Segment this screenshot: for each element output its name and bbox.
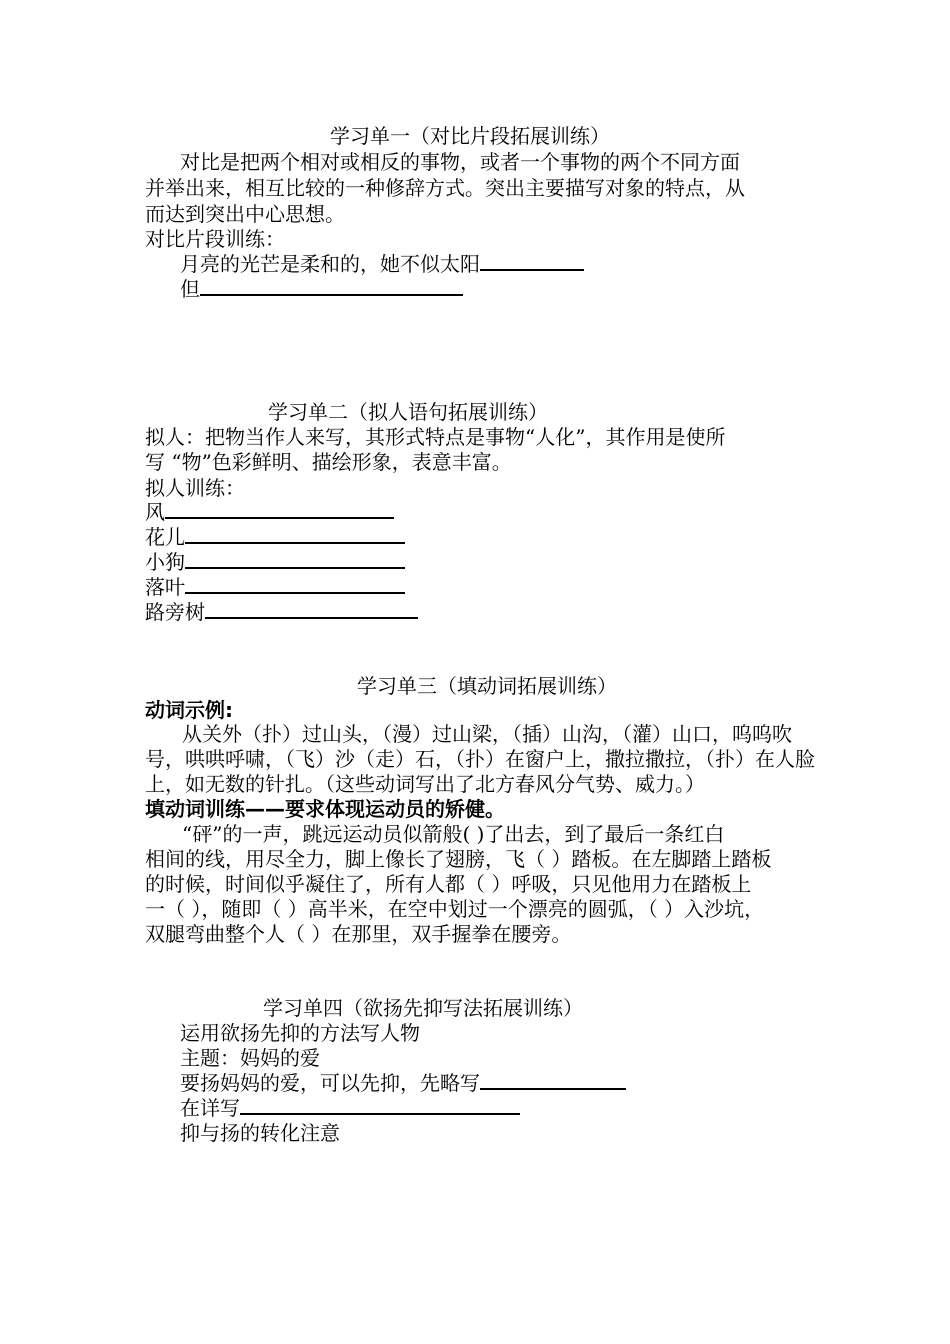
answer-blank[interactable]	[205, 600, 418, 619]
unit3-exercise-label: 填动词训练——要求体现运动员的矫健。	[145, 797, 505, 821]
answer-blank[interactable]	[480, 1071, 626, 1090]
unit3-paragraph-line1: “砰”的一声，跳远运动员似箭般( )了出去，到了最后一条红白	[182, 822, 725, 846]
unit3-title: 学习单三（填动词拓展训练）	[357, 674, 617, 698]
unit1-exercise-line1: 月亮的光芒是柔和的，她不似太阳	[180, 252, 584, 277]
unit1-definition-line2: 并举出来，相互比较的一种修辞方式。突出主要描写对象的特点，从	[145, 176, 745, 200]
unit2-exercise-label: 拟人训练：	[145, 476, 245, 500]
unit3-paragraph-line3: 的时候，时间似乎凝住了，所有人都（ ）呼吸，只见他用力在踏板上	[145, 872, 752, 896]
answer-blank[interactable]	[185, 525, 405, 544]
unit1-exercise-label: 对比片段训练：	[145, 227, 285, 251]
answer-blank[interactable]	[185, 550, 405, 569]
unit2-item-leaves: 落叶	[145, 575, 405, 600]
unit2-item-roadside-tree: 路旁树	[145, 600, 418, 625]
unit3-example-line1: 从关外（扑）过山头，（漫）过山梁，（插）山沟，（灌）山口，呜呜吹	[182, 722, 792, 746]
unit3-example-line2: 号，哄哄呼啸，（飞）沙（走）石，（扑）在窗户上，撒拉撒拉，（扑）在人脸	[145, 747, 815, 771]
unit2-title: 学习单二（拟人语句拓展训练）	[268, 400, 548, 424]
unit4-line5: 抑与扬的转化注意	[180, 1121, 340, 1145]
unit2-item-wind: 风	[145, 500, 394, 525]
unit3-example-line3: 上，如无数的针扎。（这些动词写出了北方春风分气势、威力。）	[145, 772, 705, 796]
answer-blank[interactable]	[240, 1096, 520, 1115]
unit1-exercise-line2: 但	[180, 277, 463, 302]
unit3-paragraph-line2: 相间的线，用尽全力，脚上像长了翅膀，飞（ ）踏板。在左脚踏上踏板	[145, 847, 772, 871]
unit4-title: 学习单四（欲扬先抑写法拓展训练）	[263, 996, 583, 1020]
unit2-definition-line1: 拟人：把物当作人来写，其形式特点是事物“人化”，其作用是使所	[145, 425, 726, 449]
unit4-line1: 运用欲扬先抑的方法写人物	[180, 1021, 420, 1045]
answer-blank[interactable]	[185, 575, 405, 594]
unit2-item-puppy: 小狗	[145, 550, 405, 575]
unit4-theme: 主题：妈妈的爱	[180, 1046, 320, 1070]
unit2-item-flower: 花儿	[145, 525, 405, 550]
answer-blank[interactable]	[200, 277, 463, 296]
answer-blank[interactable]	[480, 252, 584, 271]
unit1-definition-line1: 对比是把两个相对或相反的事物，或者一个事物的两个不同方面	[180, 150, 740, 174]
unit1-title: 学习单一（对比片段拓展训练）	[330, 124, 610, 148]
unit4-line3: 要扬妈妈的爱，可以先抑，先略写	[180, 1071, 626, 1096]
answer-blank[interactable]	[165, 500, 394, 519]
unit2-definition-line2: 写 “物”色彩鲜明、描绘形象，表意丰富。	[145, 450, 512, 474]
unit1-definition-line3: 而达到突出中心思想。	[145, 202, 345, 226]
unit4-line4: 在详写	[180, 1096, 520, 1121]
unit3-paragraph-line5: 双腿弯曲整个人（ ）在那里，双手握拳在腰旁。	[145, 922, 572, 946]
unit3-example-label: 动词示例:	[145, 698, 233, 722]
unit3-paragraph-line4: 一（ ），随即（ ）高半米，在空中划过一个漂亮的圆弧，（ ）入沙坑，	[145, 897, 765, 921]
